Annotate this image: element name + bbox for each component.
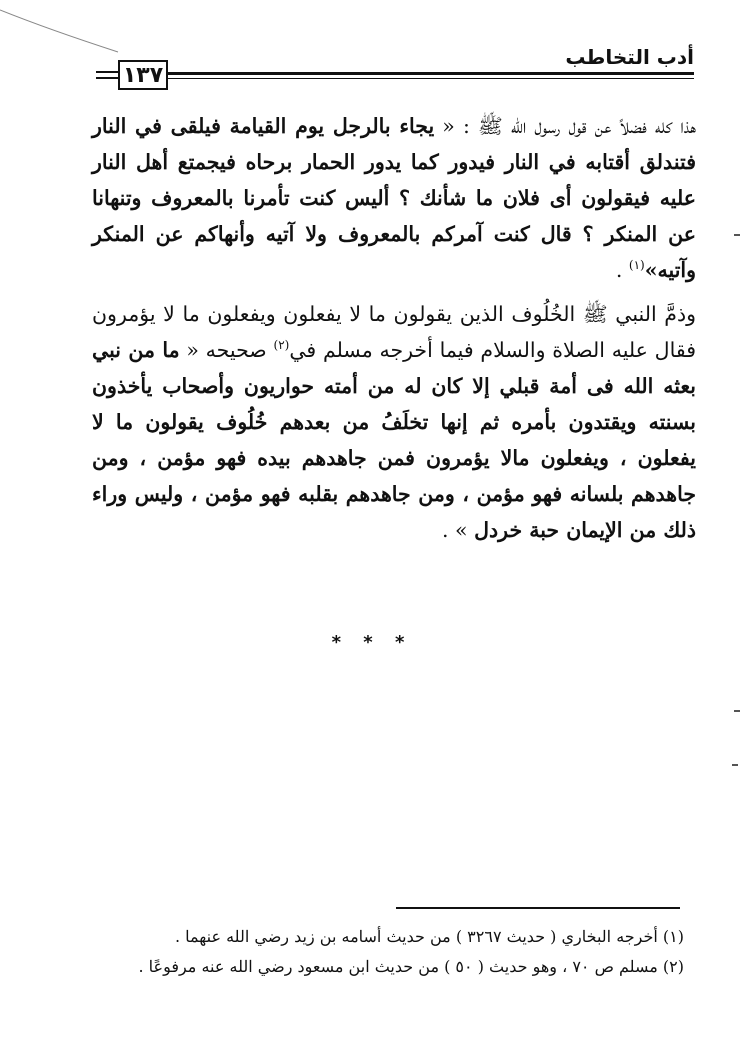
- header-rule-thick: [168, 72, 694, 75]
- footnote-1: (١) أخرجه البخاري ( حديث ٣٢٦٧ ) من حديث أسامه بن زيد رضي الله عنهما .: [174, 927, 684, 946]
- paragraph-1-end: .: [615, 258, 629, 282]
- margin-mark: [734, 710, 740, 712]
- margin-mark: [732, 764, 738, 766]
- paragraph-2-mid: صحيحه «: [179, 338, 274, 362]
- paragraph-1-lead: هذا كله فضلاً عن قول رسول الله ﷺ : «: [434, 114, 696, 138]
- footnote-ref-1: (١): [628, 258, 645, 273]
- hadith-quote-1: يجاء بالرجل يوم القيامة فيلقى في النار فتندلق أقتابه في النار فيدور كما يدور الحمار برحاه فيجمتع أهل النار عليه فيقولون أى فلان ما شأنك ؟ أليس كنت تأمرنا بالمعروف وتنهانا عن المنكر ؟ قال كنت آمركم بالمعروف ولا آتيه وأنهاكم عن المنكر وآتيه: [92, 114, 696, 282]
- quote-close-mark: »: [644, 258, 658, 282]
- paragraph-2-lead: وذمَّ النبي ﷺ الخُلُوف الذين يقولون ما لا يفعلون ويفعلون ما لا يؤمرون فقال عليه الصلاة والسلام فيما أخرجه مسلم في: [92, 302, 696, 362]
- header-rule-thin: [168, 78, 694, 79]
- paragraph-1: [92, 108, 696, 288]
- running-title: أدب التخاطب: [565, 45, 694, 69]
- header-rule-left-top: [96, 71, 118, 73]
- footnotes: [96, 922, 684, 982]
- footnote-2: (٢) مسلم ص ٧٠ ، وهو حديث ( ٥٠ ) من حديث ابن مسعود رضي الله عنه مرفوعًا .: [138, 957, 684, 976]
- margin-mark: [734, 234, 740, 236]
- paragraph-2: [92, 296, 696, 548]
- paragraph-2-end: » .: [442, 518, 475, 542]
- page-number: ١٣٧: [118, 60, 168, 90]
- main-text: [92, 108, 696, 556]
- page-header: [96, 44, 696, 96]
- hadith-quote-2: ما من نبي بعثه الله فى أمة قبلي إلا كان له من أمته حواريون وأصحاب يأخذون بسنته ويقتدون بأمره ثم إنها تخلَفُ من بعدهم خُلُوف يقولون ما لا يفعلون ، ويفعلون مالا يؤمرون فمن جاهدهم بيده فهو مؤمن ، ومن جاهدهم بلسانه فهو مؤمن ، ومن جاهدهم بقلبه فهو مؤمن ، وليس وراء ذلك من الإيمان حبة خردل: [92, 338, 696, 542]
- footnote-divider: [396, 907, 680, 909]
- section-separator: * * *: [331, 632, 413, 653]
- footnote-ref-2: (٢): [273, 338, 290, 353]
- header-rule-left-bottom: [96, 77, 118, 79]
